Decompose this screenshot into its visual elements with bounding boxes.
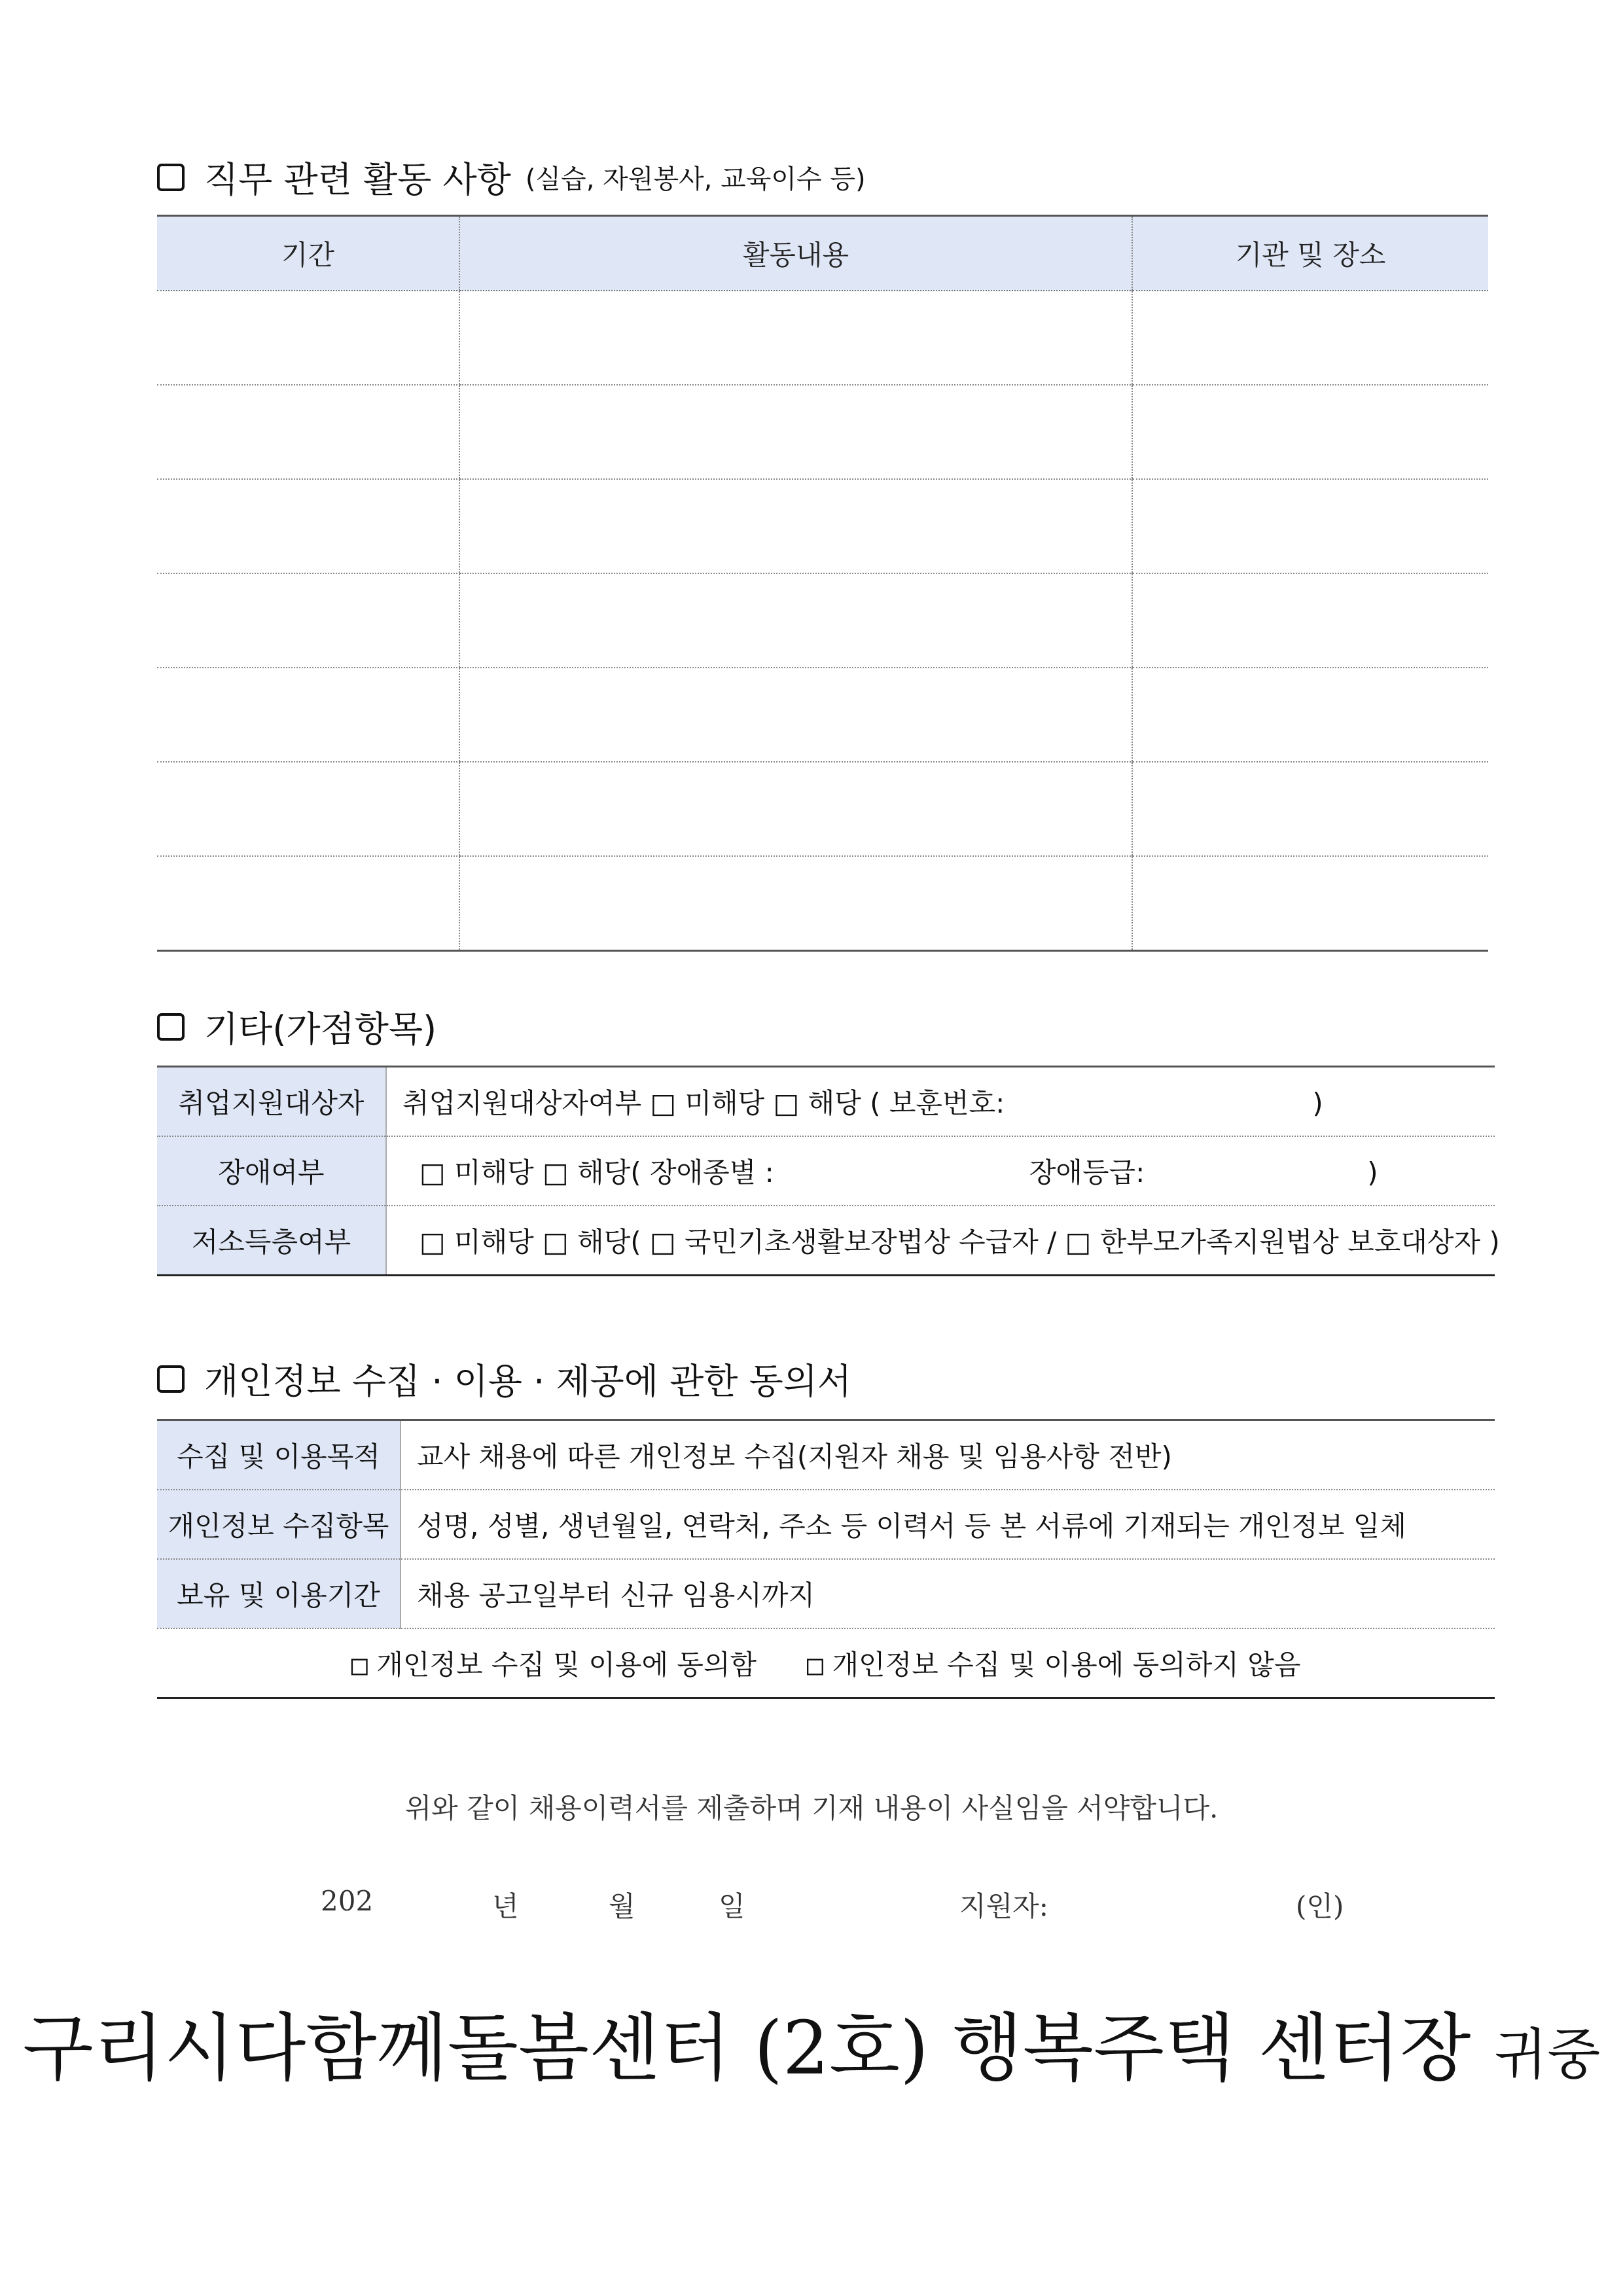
- consent-options: [157, 1628, 1495, 1698]
- section-title-text: 직무 관련 활동 사항: [204, 159, 511, 200]
- section-title-privacy-consent: [157, 1354, 851, 1404]
- cell-institution[interactable]: [1132, 668, 1488, 762]
- table-row: [157, 479, 1488, 573]
- table-row: [157, 573, 1488, 668]
- table-row: [157, 762, 1488, 856]
- row-label: 저소득층여부: [157, 1206, 386, 1276]
- closing-recipient-line: [0, 1990, 1623, 2095]
- applicant-label: 지원자:: [959, 1890, 1048, 1922]
- signature-year-unit: 년: [492, 1890, 519, 1922]
- table-row: [157, 1067, 1495, 1137]
- cell-institution[interactable]: [1132, 479, 1488, 573]
- row-value-text: □ 미해당 □ 해당( 장애종별 :: [419, 1157, 774, 1189]
- signature-year[interactable]: 202: [321, 1885, 374, 1917]
- row-value[interactable]: [386, 1136, 1495, 1206]
- checkbox-square-icon: [157, 1013, 185, 1041]
- section-title-text: 개인정보 수집 · 이용 · 제공에 관한 동의서: [204, 1361, 852, 1402]
- cell-period[interactable]: [157, 668, 459, 762]
- consent-disagree-checkbox[interactable]: □: [806, 1649, 824, 1681]
- consent-agree-checkbox[interactable]: □: [351, 1649, 368, 1681]
- consent-disagree-label: 개인정보 수집 및 이용에 동의하지 않음: [832, 1649, 1301, 1681]
- section-subtitle: (실습, 자원봉사, 교육이수 등): [525, 164, 866, 194]
- table-row: [157, 1420, 1495, 1490]
- cell-activity[interactable]: [459, 291, 1132, 385]
- cell-period[interactable]: [157, 291, 459, 385]
- cell-institution[interactable]: [1132, 385, 1488, 479]
- section-title-activities: [157, 152, 866, 202]
- table-row: [157, 856, 1488, 951]
- activities-table: [157, 215, 1488, 952]
- row-value: 성명, 성별, 생년월일, 연락처, 주소 등 이력서 등 본 서류에 기재되는 개인정보 일체: [401, 1490, 1495, 1559]
- row-label: 취업지원대상자: [157, 1067, 386, 1137]
- cell-activity[interactable]: [459, 573, 1132, 668]
- header-institution: 기관 및 장소: [1132, 216, 1488, 291]
- seal-mark: (인): [1296, 1890, 1344, 1922]
- cell-institution[interactable]: [1132, 856, 1488, 951]
- row-label: 개인정보 수집항목: [157, 1490, 401, 1559]
- cell-period[interactable]: [157, 385, 459, 479]
- signature-month-unit: 월: [609, 1890, 635, 1922]
- cell-activity[interactable]: [459, 668, 1132, 762]
- cell-institution[interactable]: [1132, 762, 1488, 856]
- checkbox-square-icon: [157, 1365, 185, 1393]
- table-row: [157, 1490, 1495, 1559]
- row-value[interactable]: [386, 1067, 1495, 1137]
- header-activity: 활동내용: [459, 216, 1132, 291]
- row-value: 채용 공고일부터 신규 임용시까지: [401, 1559, 1495, 1628]
- row-value-close: ): [1367, 1157, 1378, 1189]
- row-label: 수집 및 이용목적: [157, 1420, 401, 1490]
- cell-institution[interactable]: [1132, 291, 1488, 385]
- cell-activity[interactable]: [459, 762, 1132, 856]
- recipient-suffix: 귀중: [1494, 2022, 1601, 2087]
- table-row: [157, 1559, 1495, 1628]
- cell-period[interactable]: [157, 856, 459, 951]
- section-title-extra-points: [157, 1001, 437, 1052]
- recipient-name: 구리시다함께돌봄센터 (2호) 행복주택 센터장: [22, 2006, 1471, 2091]
- row-value: 교사 채용에 따른 개인정보 수집(지원자 채용 및 임용사항 전반): [401, 1420, 1495, 1490]
- section-title-text: 기타(가점항목): [204, 1009, 437, 1050]
- header-period: 기간: [157, 216, 459, 291]
- row-value-text: 취업지원대상자여부 □ 미해당 □ 해당 ( 보훈번호:: [402, 1087, 1005, 1119]
- row-value-close: ): [1312, 1087, 1323, 1119]
- signature-day-unit: 일: [719, 1890, 745, 1922]
- cell-period[interactable]: [157, 762, 459, 856]
- table-row: [157, 1206, 1495, 1276]
- consent-agree-label: 개인정보 수집 및 이용에 동의함: [376, 1649, 757, 1681]
- checkbox-square-icon: [157, 164, 185, 191]
- table-row: [157, 385, 1488, 479]
- cell-period[interactable]: [157, 479, 459, 573]
- table-row: [157, 668, 1488, 762]
- consent-row: [157, 1628, 1495, 1698]
- row-label: 보유 및 이용기간: [157, 1559, 401, 1628]
- table-row: [157, 1136, 1495, 1206]
- privacy-consent-table: [157, 1419, 1495, 1699]
- cell-period[interactable]: [157, 573, 459, 668]
- cell-activity[interactable]: [459, 479, 1132, 573]
- table-header-row: [157, 216, 1488, 291]
- row-value-mid: 장애등급:: [1029, 1157, 1145, 1189]
- pledge-text: 위와 같이 채용이력서를 제출하며 기재 내용이 사실임을 서약합니다.: [404, 1792, 1219, 1824]
- row-value[interactable]: □ 미해당 □ 해당( □ 국민기초생활보장법상 수급자 / □ 한부모가족지원법상 보호대상자 ): [386, 1206, 1495, 1276]
- cell-activity[interactable]: [459, 385, 1132, 479]
- extra-points-table: [157, 1066, 1500, 1276]
- cell-activity[interactable]: [459, 856, 1132, 951]
- table-row: [157, 291, 1488, 385]
- cell-institution[interactable]: [1132, 573, 1488, 668]
- row-label: 장애여부: [157, 1136, 386, 1206]
